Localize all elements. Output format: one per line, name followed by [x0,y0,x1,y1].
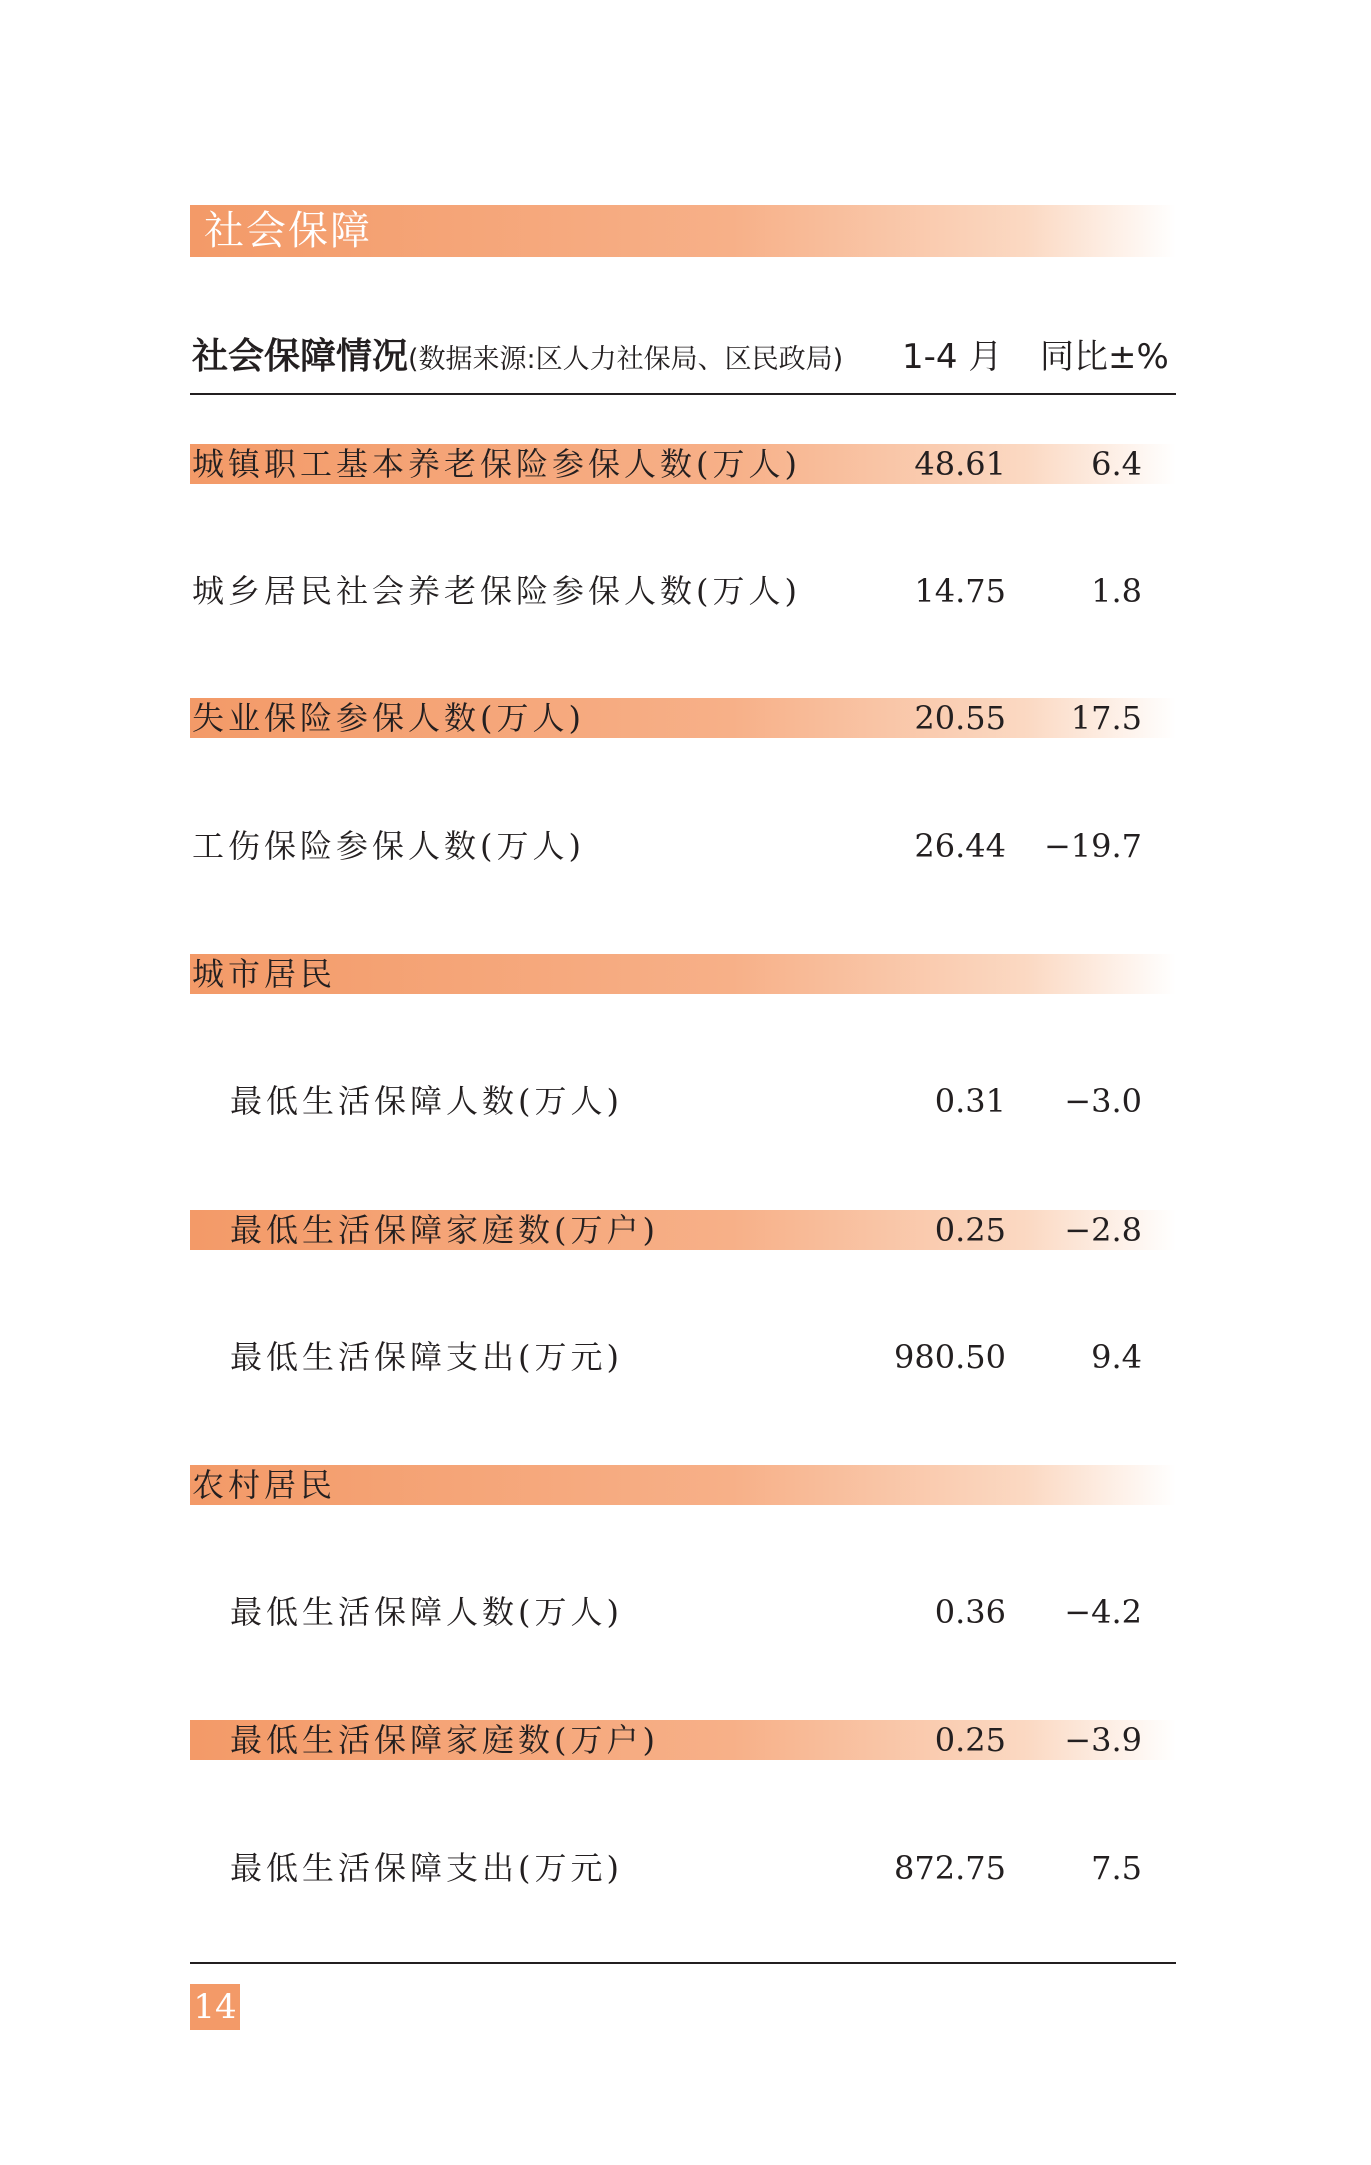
footer-rule [190,1962,1176,1964]
table-row [190,1592,1176,1632]
row-label: 农村居民 [192,1466,337,1504]
row-label: 城市居民 [192,955,337,993]
page-number: 14 [190,1984,240,2030]
row-value-period: 872.75 [894,1849,1006,1887]
data-source-note: (数据来源:区人力社保局、区民政局) [408,344,844,375]
group-header-urban [190,954,1176,994]
row-value-period: 26.44 [914,827,1006,865]
row-label: 最低生活保障支出(万元) [230,1849,623,1887]
table-row [190,1337,1176,1377]
row-value-yoy: 9.4 [1091,1338,1142,1376]
row-value-period: 0.25 [934,1721,1006,1759]
table-row [190,1848,1176,1888]
row-value-yoy: 6.4 [1091,445,1142,483]
table-header [190,330,1176,390]
table-row [190,1081,1176,1121]
row-label: 工伤保险参保人数(万人) [192,827,585,865]
column-header-period: 1-4 月 [902,337,1003,377]
table-row [190,1210,1176,1250]
row-value-period: 48.61 [914,445,1006,483]
row-value-period: 14.75 [914,572,1006,610]
row-label: 最低生活保障家庭数(万户) [230,1211,659,1249]
row-value-yoy: 17.5 [1070,699,1142,737]
table-row [190,826,1176,866]
table-title-text: 社会保障情况 [192,336,409,377]
row-label: 最低生活保障人数(万人) [230,1593,623,1631]
row-label: 最低生活保障家庭数(万户) [230,1721,659,1759]
section-banner [190,205,1176,257]
row-label: 城镇职工基本养老保险参保人数(万人) [192,445,801,483]
row-label: 城乡居民社会养老保险参保人数(万人) [192,572,801,610]
row-value-period: 0.25 [934,1211,1006,1249]
table-row [190,444,1176,484]
row-value-period: 20.55 [914,699,1006,737]
row-label: 最低生活保障人数(万人) [230,1082,623,1120]
column-header-yoy: 同比±% [1040,337,1169,377]
group-header-rural [190,1465,1176,1505]
table-row [190,698,1176,738]
row-value-period: 0.31 [934,1082,1006,1120]
row-value-yoy: −19.7 [1043,827,1142,865]
row-label: 最低生活保障支出(万元) [230,1338,623,1376]
row-value-yoy: −3.0 [1064,1082,1142,1120]
row-value-period: 980.50 [894,1338,1006,1376]
table-title [192,334,843,383]
row-value-period: 0.36 [934,1593,1006,1631]
header-rule [190,393,1176,395]
row-value-yoy: −4.2 [1064,1593,1142,1631]
row-value-yoy: −2.8 [1064,1211,1142,1249]
table-row [190,1720,1176,1760]
row-label: 失业保险参保人数(万人) [192,699,585,737]
table-row [190,571,1176,611]
row-value-yoy: 1.8 [1091,572,1142,610]
row-value-yoy: −3.9 [1064,1721,1142,1759]
section-title: 社会保障 [204,208,372,254]
row-value-yoy: 7.5 [1091,1849,1142,1887]
